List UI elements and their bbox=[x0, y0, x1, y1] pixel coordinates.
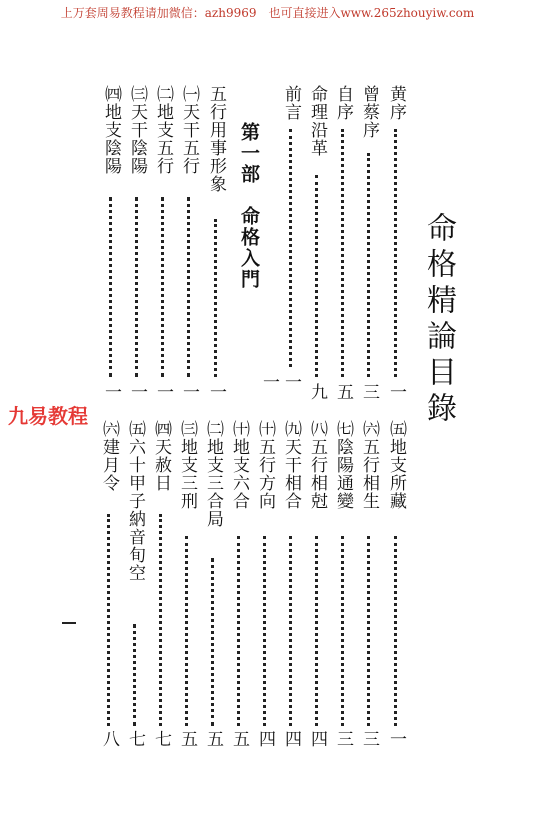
toc-entry-page: 七 bbox=[151, 730, 171, 747]
toc-entry-page: 五 bbox=[203, 730, 223, 747]
toc-entry-label: ㈦陰陽通變 bbox=[333, 420, 353, 510]
toc-leader-dots bbox=[315, 175, 318, 377]
toc-entry bbox=[259, 85, 302, 405]
toc-entry-page: 七 bbox=[125, 730, 145, 747]
toc-entry-page: 八 bbox=[99, 730, 119, 747]
toc-leader-dots bbox=[107, 514, 110, 726]
toc-entry bbox=[100, 85, 122, 405]
toc-entry bbox=[332, 85, 354, 405]
toc-leader-dots bbox=[214, 219, 217, 377]
toc-entry-label: ㈢地支三刑 bbox=[177, 420, 197, 510]
toc-leader-dots bbox=[367, 536, 370, 726]
toc-entry bbox=[358, 85, 380, 405]
toc-leader-dots bbox=[133, 624, 136, 726]
toc-leader-dots bbox=[159, 514, 162, 726]
toc-entry-label: 自序 bbox=[333, 85, 353, 121]
toc-leader-dots bbox=[211, 558, 214, 726]
toc-leader-dots bbox=[237, 536, 240, 726]
toc-entry-page: 一 bbox=[101, 383, 121, 400]
toc-leader-dots bbox=[161, 197, 164, 377]
toc-entry-label: ㈣天赦日 bbox=[151, 420, 171, 492]
toc-leader-dots bbox=[341, 129, 344, 377]
toc-leader-dots bbox=[341, 536, 344, 726]
toc-entry-label: 命理沿革 bbox=[307, 85, 327, 157]
toc-leader-dots bbox=[367, 153, 370, 377]
toc-leader-dots bbox=[315, 536, 318, 726]
toc-entry bbox=[254, 420, 276, 750]
toc-entry bbox=[358, 420, 380, 750]
toc-entry bbox=[385, 420, 407, 750]
toc-entry-page: 一 bbox=[127, 383, 147, 400]
toc-entry bbox=[306, 420, 328, 750]
toc-entry-page: 九 bbox=[307, 383, 327, 400]
toc-entry-label: 曾蔡序 bbox=[359, 85, 379, 139]
toc-entry-label: ㈩地支六合 bbox=[229, 420, 249, 510]
toc-entry-page: 四 bbox=[281, 730, 301, 747]
toc-entry-label: ㈨天干相合 bbox=[281, 420, 301, 510]
toc-entry-label: ㈠天干五行 bbox=[179, 85, 199, 175]
toc-leader-dots bbox=[109, 197, 112, 377]
toc-entry-label: ㈤地支所藏 bbox=[386, 420, 406, 510]
toc-entry-label: 前言 bbox=[281, 85, 301, 121]
toc-leader-dots bbox=[263, 536, 266, 726]
watermark-logo: 九易教程 bbox=[8, 404, 88, 428]
toc-entry bbox=[385, 85, 407, 405]
toc-entry-page: 五 bbox=[333, 383, 353, 400]
toc-entry-page: 三 bbox=[359, 730, 379, 747]
toc-leader-dots bbox=[185, 536, 188, 726]
toc-entry bbox=[178, 85, 200, 405]
toc-entry-label: 五行用事形象 bbox=[206, 85, 226, 193]
toc-entry bbox=[228, 420, 250, 750]
toc-entry-page: 三 bbox=[359, 383, 379, 400]
toc-entry bbox=[124, 420, 146, 750]
toc-entry bbox=[126, 85, 148, 405]
toc-entry-page: 四 bbox=[255, 730, 275, 747]
toc-entry-page: 一 bbox=[386, 730, 406, 747]
toc-entry bbox=[306, 85, 328, 405]
toc-entry bbox=[98, 420, 120, 750]
toc-entry-page: 一一 bbox=[259, 373, 301, 390]
toc-entry-page: 五 bbox=[177, 730, 197, 747]
toc-entry-label: ㈥建月令 bbox=[99, 420, 119, 492]
toc-entry-page: 四 bbox=[307, 730, 327, 747]
toc-entry-page: 一 bbox=[206, 383, 226, 400]
toc-entry-page: 一 bbox=[153, 383, 173, 400]
toc-entry bbox=[332, 420, 354, 750]
toc-entry-label: ㈡地支三合局 bbox=[203, 420, 223, 528]
toc-entry bbox=[205, 85, 227, 405]
toc-leader-dots bbox=[394, 129, 397, 377]
toc-entry-page: 三 bbox=[333, 730, 353, 747]
toc-entry-label: ㈩五行方向 bbox=[255, 420, 275, 510]
toc-entry-label: 黄序 bbox=[386, 85, 406, 121]
toc-entry-label: ㈣地支陰陽 bbox=[101, 85, 121, 175]
toc-entry bbox=[152, 85, 174, 405]
toc-entry bbox=[280, 420, 302, 750]
toc-entry bbox=[176, 420, 198, 750]
part-heading: 第一部 命格入門 bbox=[238, 122, 260, 290]
toc-entry-page: 一 bbox=[386, 383, 406, 400]
toc-leader-dots bbox=[394, 536, 397, 726]
toc-entry-page: 五 bbox=[229, 730, 249, 747]
margin-page-mark bbox=[62, 622, 76, 624]
header-banner: 上万套周易教程请加微信：azh9969 也可直接进入www.265zhouyiw.com bbox=[60, 6, 475, 20]
toc-entry-label: ㈧五行相尅 bbox=[307, 420, 327, 510]
toc-leader-dots bbox=[187, 197, 190, 377]
toc-entry-label: ㈢天干陰陽 bbox=[127, 85, 147, 175]
toc-entry bbox=[150, 420, 172, 750]
toc-leader-dots bbox=[289, 536, 292, 726]
toc-leader-dots bbox=[289, 129, 292, 367]
toc-entry-label: ㈥五行相生 bbox=[359, 420, 379, 510]
toc-entry-label: ㈡地支五行 bbox=[153, 85, 173, 175]
toc-leader-dots bbox=[135, 197, 138, 377]
toc-entry bbox=[202, 420, 224, 750]
page-title: 命格精論目錄 bbox=[421, 212, 456, 428]
toc-entry-page: 一 bbox=[179, 383, 199, 400]
toc-entry-label: ㈤六十甲子納音旬空 bbox=[125, 420, 145, 582]
